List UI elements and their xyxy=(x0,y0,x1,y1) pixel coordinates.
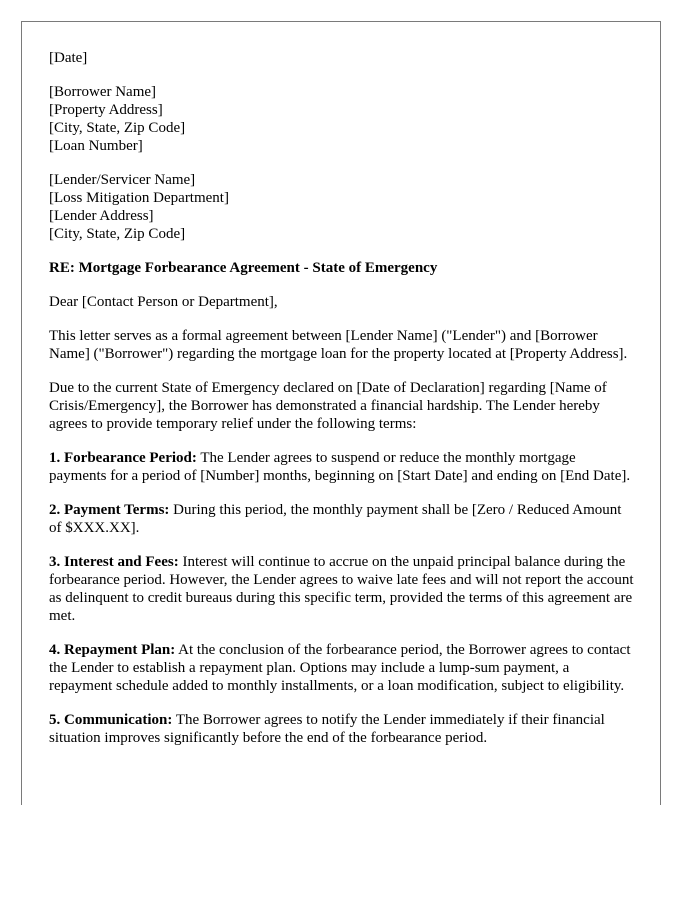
term-repayment-plan xyxy=(49,641,634,695)
term-text: Interest will continue to accrue on the unpaid principal balance during the forbearance period. However, the Lender agrees to waive late fees and will not report the account as delinquent to credit bureaus during this specific term, provided the terms of this agreement are met. xyxy=(49,554,634,624)
subject-line: RE: Mortgage Forbearance Agreement - State of Emergency xyxy=(49,260,438,276)
term-heading: 2. Payment Terms: xyxy=(49,502,170,518)
lender-address: [Lender Address] xyxy=(49,208,154,224)
term-text: The Lender agrees to suspend or reduce the monthly mortgage payments for a period of [Number] months, beginning on [Start Date] and ending on [End Date]. xyxy=(49,450,631,484)
lender-city-state-zip: [City, State, Zip Code] xyxy=(49,226,186,242)
lender-name: [Lender/Servicer Name] xyxy=(49,172,196,188)
term-interest-and-fees xyxy=(49,553,634,625)
date-block xyxy=(49,49,634,67)
term-forbearance-period xyxy=(49,449,634,485)
borrower-name: [Borrower Name] xyxy=(49,84,157,100)
term-heading: 3. Interest and Fees: xyxy=(49,554,179,570)
term-payment-terms xyxy=(49,501,634,537)
intro-paragraph: This letter serves as a formal agreement between [Lender Name] ("Lender") and [Borrower Name] ("Borrower") regarding the mortgage loan for the property located at [Property Address]. xyxy=(49,328,628,362)
hardship-paragraph: Due to the current State of Emergency declared on [Date of Declaration] regarding [Name of Crisis/Emergency], the Borrower has demonstrated a financial hardship. The Lender hereby agrees to provide temporary relief under the following terms: xyxy=(49,380,607,432)
borrower-address-block xyxy=(49,83,634,155)
borrower-city-state-zip: [City, State, Zip Code] xyxy=(49,120,186,136)
term-text: During this period, the monthly payment shall be [Zero / Reduced Amount of $XXX.XX]. xyxy=(49,502,622,536)
term-text: The Borrower agrees to notify the Lender immediately if their financial situation improves significantly before the end of the forbearance period. xyxy=(49,712,605,746)
lender-department: [Loss Mitigation Department] xyxy=(49,190,229,206)
borrower-loan-number: [Loan Number] xyxy=(49,138,143,154)
term-heading: 5. Communication: xyxy=(49,712,173,728)
term-communication xyxy=(49,711,634,747)
lender-address-block xyxy=(49,171,634,243)
term-text: At the conclusion of the forbearance period, the Borrower agrees to contact the Lender to establish a repayment plan. Options may include a lump-sum payment, a repayment schedule added to monthly installments, or a loan modification, subject to eligibility. xyxy=(49,642,631,694)
letter-content xyxy=(49,49,634,763)
letter-page xyxy=(21,21,661,805)
term-heading: 4. Repayment Plan: xyxy=(49,642,176,658)
term-heading: 1. Forbearance Period: xyxy=(49,450,197,466)
borrower-property-address: [Property Address] xyxy=(49,102,163,118)
salutation: Dear [Contact Person or Department], xyxy=(49,294,278,310)
letter-date: [Date] xyxy=(49,50,88,66)
